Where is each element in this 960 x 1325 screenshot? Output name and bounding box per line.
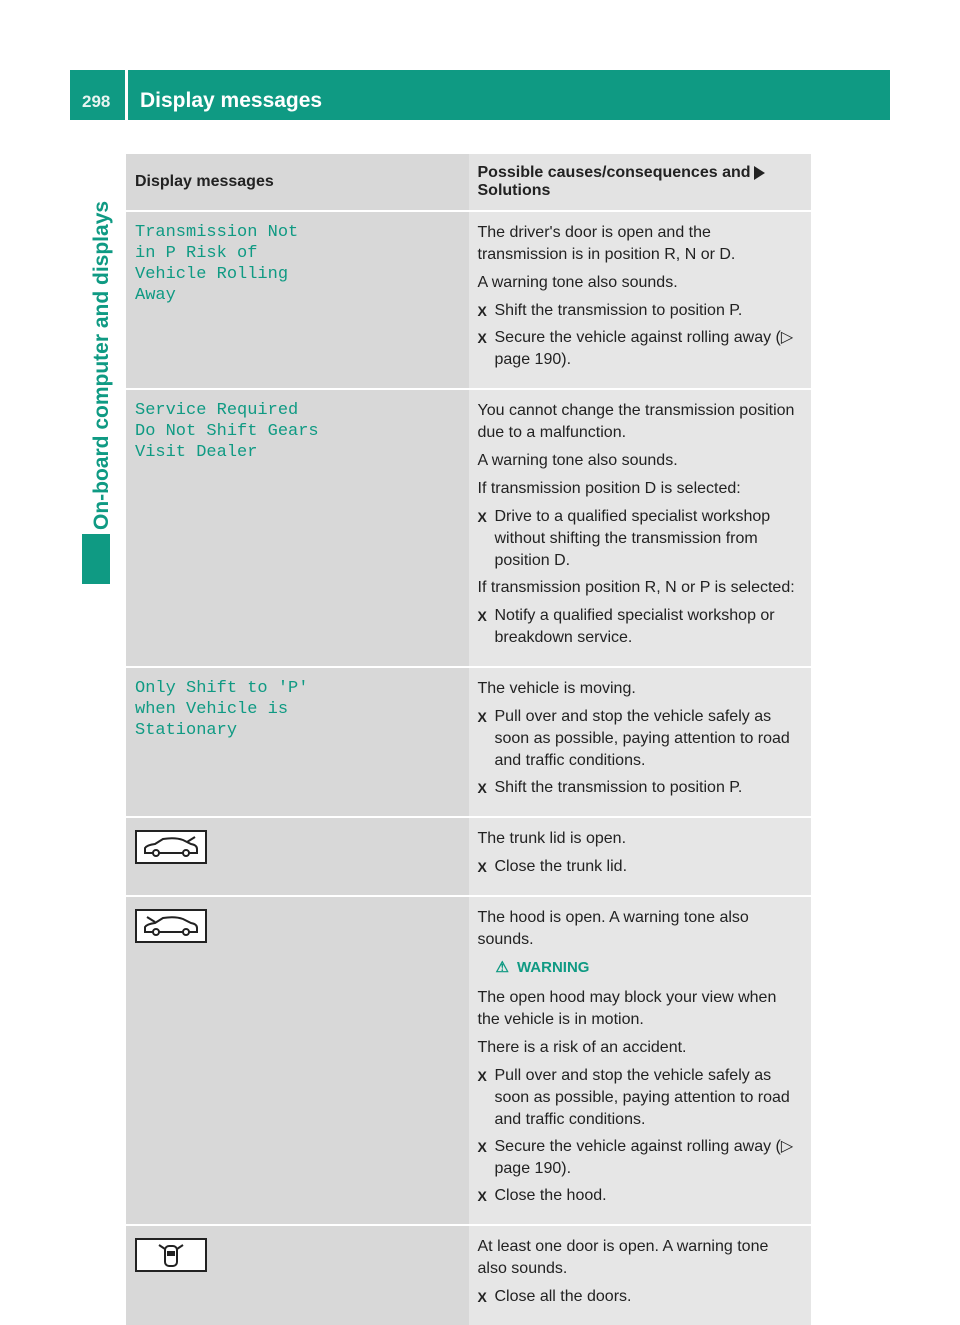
trunk-open-icon	[135, 830, 207, 864]
description-text: A warning tone also sounds.	[477, 274, 678, 291]
col-header-post: Solutions	[477, 182, 551, 199]
warning-label	[496, 957, 803, 979]
table-row	[126, 389, 811, 667]
description-text: At least one door is open. A warning tone also sounds.	[477, 1238, 769, 1277]
side-tab-block	[82, 534, 110, 584]
solution-cell	[469, 667, 812, 817]
table-row	[126, 667, 811, 817]
message-cell	[126, 389, 469, 667]
display-message-text: Service Required Do Not Shift Gears Visit Dealer	[135, 401, 319, 462]
solution-cell	[469, 389, 812, 667]
table-row	[126, 211, 811, 389]
message-cell	[126, 211, 469, 389]
warning-triangle-icon: ⚠	[495, 959, 509, 976]
warning-text: WARNING	[516, 959, 590, 976]
table-row	[126, 1225, 811, 1325]
table-body	[126, 211, 811, 1325]
col-header-pre: Possible causes/consequences and	[477, 164, 751, 181]
page-number: 298	[82, 92, 111, 111]
table-row	[126, 896, 811, 1225]
description-text: You cannot change the transmission position due to a malfunction.	[477, 402, 795, 441]
description-text: A warning tone also sounds.	[477, 452, 678, 469]
display-message-text: Only Shift to 'P' when Vehicle is Stationary	[135, 679, 309, 740]
solution-cell	[469, 817, 812, 896]
message-cell	[126, 1225, 469, 1325]
instruction-step: X Close the trunk lid.	[478, 856, 803, 878]
instruction-step: X Secure the vehicle against rolling away (▷ page 190).	[478, 1136, 803, 1180]
description-text: The vehicle is moving.	[477, 680, 636, 697]
side-tab-label: On-board computer and displays	[90, 200, 113, 530]
instruction-step: X Secure the vehicle against rolling away (▷ page 190).	[478, 327, 803, 371]
section-title: Display messages	[140, 89, 323, 112]
instruction-step: X Drive to a qualified specialist workshop without shifting the transmission from position D.	[478, 506, 803, 572]
instruction-step: X Notify a qualified specialist workshop or breakdown service.	[478, 605, 803, 649]
message-cell	[126, 896, 469, 1225]
instruction-step: X Shift the transmission to position P.	[478, 300, 803, 322]
door-open-icon	[135, 1238, 207, 1272]
description-text: There is a risk of an accident.	[477, 1039, 687, 1056]
description-text: If transmission position D is selected:	[477, 480, 741, 497]
table-row	[126, 817, 811, 896]
instruction-step: X Close the hood.	[478, 1185, 803, 1207]
table-header-row	[126, 154, 811, 211]
description-text: The driver's door is open and the transmission is in position R, N or D.	[477, 224, 736, 263]
hood-open-icon	[135, 909, 207, 943]
col-header-display-messages: Display messages	[126, 154, 469, 211]
display-message-text: Transmission Not in P Risk of Vehicle Rolling Away	[135, 223, 299, 305]
instruction-step: X Close all the doors.	[478, 1286, 803, 1308]
message-cell	[126, 667, 469, 817]
instruction-step: X Shift the transmission to position P.	[478, 777, 803, 799]
header-divider	[125, 70, 128, 120]
instruction-step: X Pull over and stop the vehicle safely as soon as possible, paying attention to road and traffic conditions.	[478, 706, 803, 772]
description-text: The trunk lid is open.	[477, 830, 627, 847]
solution-cell	[469, 211, 812, 389]
instruction-step: X Pull over and stop the vehicle safely as soon as possible, paying attention to road and traffic conditions.	[478, 1065, 803, 1131]
arrow-right-icon	[754, 166, 765, 180]
description-text: The hood is open. A warning tone also sounds.	[477, 909, 749, 948]
col-header-solutions	[469, 154, 812, 211]
solution-cell	[469, 1225, 812, 1325]
messages-table	[126, 154, 811, 1325]
solution-cell	[469, 896, 812, 1225]
description-text: The open hood may block your view when the vehicle is in motion.	[477, 989, 777, 1028]
message-cell	[126, 817, 469, 896]
description-text: If transmission position R, N or P is selected:	[477, 579, 795, 596]
